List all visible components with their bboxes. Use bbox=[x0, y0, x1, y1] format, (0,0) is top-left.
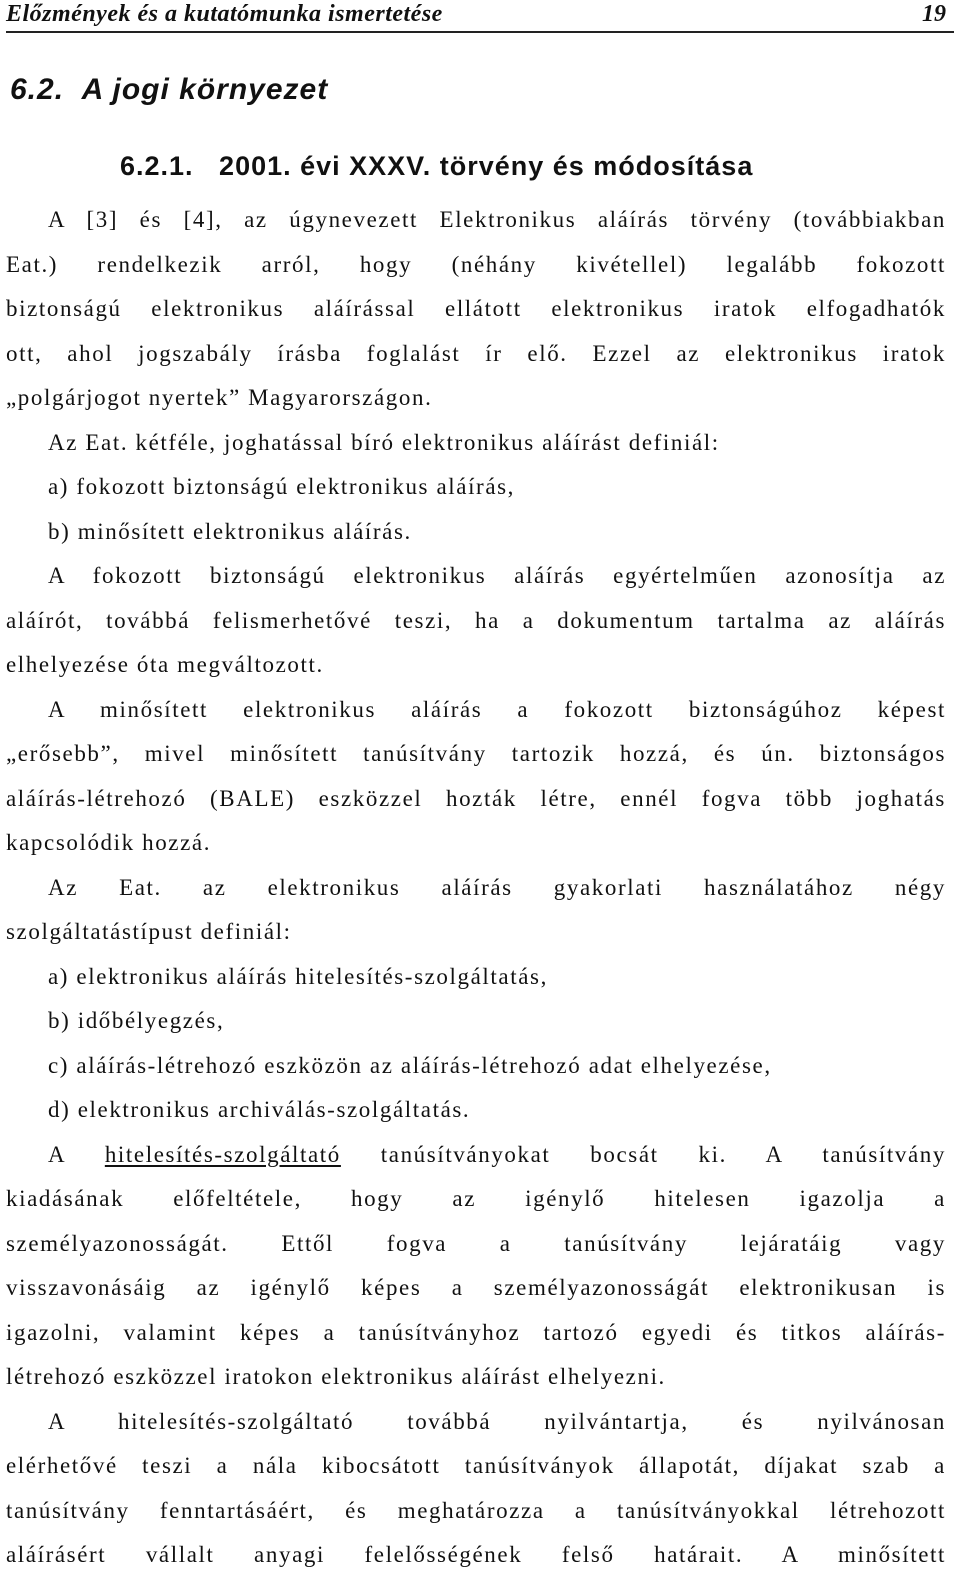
text-line: A hitelesítés-szolgáltató továbbá nyilvántartja, és nyilvánosan bbox=[48, 1409, 946, 1434]
text-line: Az Eat. az elektronikus aláírás gyakorlati használatához négy bbox=[48, 875, 946, 900]
underlined-term: hitelesítés-szolgáltató bbox=[104, 1142, 341, 1167]
text-line: aláírásért vállalt anyagi felelősségének felső határait. A minősített bbox=[6, 1542, 946, 1567]
text-line: visszavonásáig az igénylő képes a személyazonosságát elektronikusan is bbox=[6, 1275, 946, 1300]
text-line: Az Eat. kétféle, joghatással bíró elektronikus aláírást definiál: bbox=[48, 430, 720, 455]
section-heading: 6.2. A jogi környezet bbox=[10, 73, 329, 106]
text-line: „polgárjogot nyertek” Magyarországon. bbox=[6, 385, 433, 410]
list-item: c) aláírás-létrehozó eszközön az aláírás-létrehozó adat elhelyezése, bbox=[48, 1053, 772, 1078]
text-line: Eat.) rendelkezik arról, hogy (néhány kivétellel) legalább fokozott bbox=[6, 252, 946, 277]
text-line: kapcsolódik hozzá. bbox=[6, 830, 212, 855]
text-line: igazolni, valamint képes a tanúsítványhoz tartozó egyedi és titkos aláírás- bbox=[6, 1320, 946, 1345]
text-line: A [3] és [4], az úgynevezett Elektronikus aláírás törvény (továbbiakban bbox=[48, 207, 946, 232]
text-line: A fokozott biztonságú elektronikus aláírás egyértelműen azonosítja az bbox=[48, 563, 946, 588]
text-line: kiadásának előfeltétele, hogy az igénylő hitelesen igazolja a bbox=[6, 1186, 946, 1211]
header-title: Előzmények és a kutatómunka ismertetése bbox=[6, 1, 443, 27]
text-line: biztonságú elektronikus aláírással ellátott elektronikus iratok elfogadhatók bbox=[6, 296, 946, 321]
text-run: tanúsítványokat bocsát ki. A tanúsítvány bbox=[380, 1142, 946, 1167]
text-line: A minősített elektronikus aláírás a fokozott biztonságúhoz képest bbox=[48, 697, 946, 722]
page-number: 19 bbox=[922, 1, 946, 27]
list-item: d) elektronikus archiválás-szolgáltatás. bbox=[48, 1097, 471, 1122]
text-line: elhelyezése óta megváltozott. bbox=[6, 652, 324, 677]
text-run: A bbox=[48, 1142, 65, 1167]
text-line: tanúsítvány fenntartásáért, és meghatározza a tanúsítványokkal létrehozott bbox=[6, 1498, 946, 1523]
text-line: ott, ahol jogszabály írásba foglalást ír elő. Ezzel az elektronikus iratok bbox=[6, 341, 946, 366]
text-line: elérhetővé teszi a nála kibocsátott tanúsítványok állapotát, díjakat szab a bbox=[6, 1453, 946, 1478]
list-item: a) elektronikus aláírás hitelesítés-szolgáltatás, bbox=[48, 964, 548, 989]
text-line: személyazonosságát. Ettől fogva a tanúsítvány lejáratáig vagy bbox=[6, 1231, 946, 1256]
text-line: létrehozó eszközzel iratokon elektronikus aláírást elhelyezni. bbox=[6, 1364, 666, 1389]
list-item: b) időbélyegzés, bbox=[48, 1008, 225, 1033]
text-line: aláírót, továbbá felismerhetővé teszi, ha a dokumentum tartalma az aláírás bbox=[6, 608, 946, 633]
list-item: b) minősített elektronikus aláírás. bbox=[48, 519, 412, 544]
running-header bbox=[6, 0, 954, 33]
subsection-heading: 6.2.1. 2001. évi XXXV. törvény és módosítása bbox=[120, 151, 754, 181]
list-item: a) fokozott biztonságú elektronikus aláírás, bbox=[48, 474, 516, 499]
text-line bbox=[48, 1140, 946, 1170]
text-line: „erősebb”, mivel minősített tanúsítvány tartozik hozzá, és ún. biztonságos bbox=[6, 741, 946, 766]
text-line: aláírás-létrehozó (BALE) eszközzel hozták létre, ennél fogva több joghatás bbox=[6, 786, 946, 811]
text-line: szolgáltatástípust definiál: bbox=[6, 919, 292, 944]
